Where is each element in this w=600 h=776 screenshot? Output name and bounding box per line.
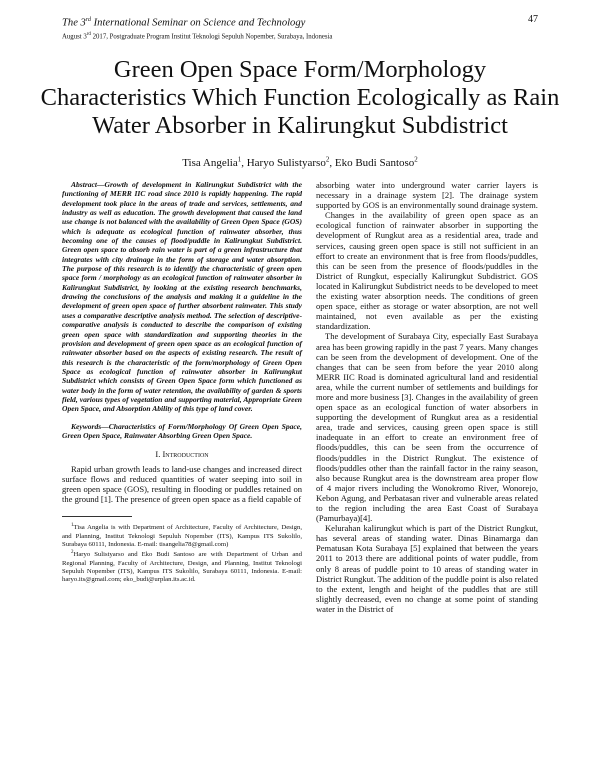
page-number: 47 — [528, 14, 538, 25]
intro-paragraph: Rapid urban growth leads to land-use changes and increased direct surface flows and reduced quantities of water seeping into soil in green open space (GOS), resulting in flooding or puddles retained on the ground [1]. The presence of green open space as a field capable of — [62, 463, 302, 504]
author: Eko Budi Santoso$^2$ — [334, 155, 418, 169]
body-paragraph: Kelurahan kalirungkut which is part of the District Rungkut, has several areas of standing water. Dinas Binamarga dan Pematusan Kota Surabaya [5] explained that between the years 2011 to 2013 there are additional points of water puddle, from only 8 areas of puddle point to 10 areas of standing water in District Rungkut. The addition of the puddle point is also related to the extent, length and height of the puddles that are still slightly decreased, even no change at some point of standing water in the District of — [316, 523, 538, 614]
running-header — [62, 14, 538, 41]
author: Haryo Sulistyarso$^2$, — [246, 155, 335, 169]
left-column — [62, 180, 302, 585]
abstract: Abstract—Growth of development in Kalirungkut Subdistrict with the functioning of MERR IIC road since 2010 is rapidly happening. The rapid development took place in the areas of trade and services, settlements, and industry as well as education. The growth development that caused the land use change is not balanced with the availability of Green Open Space (GOS) which is adequate as ecological function of rainwater absorber, thus becoming one of the causes of flood/puddle in Kalirungkut Subdistrict. Green open space to absorb rain water is part of a green infrastructure that integrates with city drainage in the form of storage and water absorption. The purpose of this research is to identify the characteristic of green open space form / morphology as an ecological function of rainwater absorber in Kalirungkut Subdistrict, by looking at the existing research benchmarks, drawing the conclusions of the analysis and making it a guideline in the development of green open space of further absorbent rainwater. This study uses a comparative descriptive analysis method. The selection of descriptive-comparative analysis is conducted to describe the comparison of existing green open space with standardization and supporting theories in the provision and development of green open space as an ecological function of rainwater absorber based on the aspects of existing research. The result of this research is the characteristic of the form/morphology of Green Open Space as ecological function of rainwater absorber in Kalirungkut Subdistrict which consists of Green Open Space form which functioned as water body in the form of water retention, the availability of garden & sports field, various types of vegetation and supporting material, Appropriate Green Open Space, and Absorption Ability of this type of land cover. — [62, 180, 302, 414]
footnote-rule — [62, 516, 132, 517]
conference-name: The 3rd International Seminar on Science and Technology — [62, 17, 306, 29]
author-list — [0, 155, 600, 169]
footnote: $^2$Haryo Sulistyarso and Eko Budi Santoso are with Department of Urban and Regional Planning, Faculty of Architecture, Design, and Planning, Institut Teknologi Sepuluh Nopember (ITS), Kampus ITS Sukolilo, Surabaya 60111, Indonesia. E-mail: haryo.its@gmail.com; eko_budi@urplan.its.ac.id. — [62, 550, 302, 584]
section-heading: I. Introduction — [155, 449, 209, 460]
footnote: $^1$Tisa Angelia is with Department of Architecture, Faculty of Architecture, Design, and Planning, Institut Teknologi Sepuluh Nopember (ITS), Kampus ITS Sukolilo, Surabaya 60111, Indonesia. E-mail: tisangelia78@gmail.com) — [62, 523, 302, 548]
body-paragraph: The development of Surabaya City, especially East Surabaya area has been growing rapidly in the past 7 years. Many changes can be seen from the development of development. One of the changes that can be seen from before the year 2010 along MERR IIC Road is dominated agricultural land and residential area, while the current number of settlements and buildings for more and more business [3]. Changes in the availability of green open space as an ecological function of water absorbers in supporting the development of Rungkut area as a residential area, trade and services, causing green open space is still inadequate in an effort to create an environment free of floods/puddles, this can be seen from the occurrence of floods/puddles in the District Rungkut. The existence of floods/puddles other than the rainfall factor in the rainy season, also because Rungkut area is the downstream area proper flow of 4 major rivers including the Wonokromo River, Wonorejo, Kebon Agung, and Perbatasan river and vulnerable areas related to the region including the area East Coast of Surabaya (Pamurbaya)[4]. — [316, 331, 538, 524]
right-column — [316, 180, 538, 614]
body-paragraph: Changes in the availability of green open space as an ecological function of rainwater absorber in supporting the development of Rungkut area as a residential area, trade and services, causing green open space is still not sufficient in an effort to create an environment that is free from floods/puddles, this can be seen from the presence of floods/puddles in the District of Rungkut, especially Kalirungkut Subdistrict. GOS located in Kalirungkut Subdistrict needs to be developed to meet the existing water absorption needs. The conditions of green open space, either as storage or water absorption, are not well maintained, not even available as per the existing standardization. — [316, 210, 538, 332]
author: Tisa Angelia$^1$, — [182, 155, 247, 169]
conference-date: August 3rd 2017, Postgraduate Program Institut Teknologi Sepuluh Nopember, Surabaya, Indonesia — [62, 31, 333, 40]
keywords: Keywords—Characteristics of Form/Morphology Of Green Open Space, Green Open Space, Rainwater Absorbing Green Open Space. — [62, 421, 302, 440]
paper-title: Green Open Space Form/Morphology Characteristics Which Function Ecologically as Rain Water Absorber in Kalirungkut Subdistrict — [40, 56, 560, 139]
body-paragraph: absorbing water into underground water carrier layers is necessary in a drainage system [2]. The drainage system supported by GOS is an environmentally sound drainage system. — [316, 180, 538, 211]
